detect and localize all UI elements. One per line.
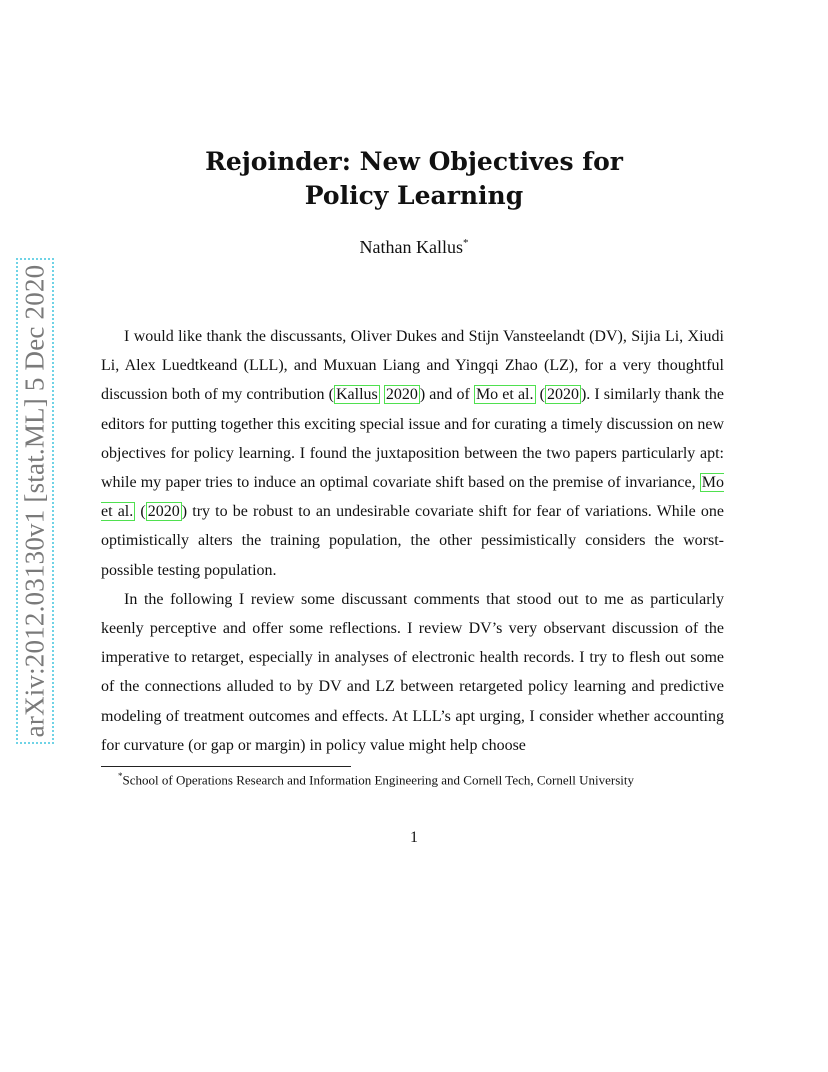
title-line-1: Rejoinder: New Objectives for: [205, 147, 623, 176]
arxiv-identifier-stamp: [16, 258, 54, 744]
footnote-divider: [101, 766, 351, 767]
footnote-text: School of Operations Research and Information Engineering and Cornell Tech, Cornell University: [122, 772, 634, 788]
paragraph-1: [101, 322, 724, 585]
citation-kallus-author[interactable]: Kallus: [335, 386, 378, 404]
citation-mo-year-2[interactable]: 2020: [147, 503, 180, 521]
page-number: 1: [410, 829, 418, 846]
footnote: [118, 771, 728, 788]
author-name: Nathan Kallus: [359, 237, 463, 257]
arxiv-identifier: arXiv:2012.03130v1 [stat.ML] 5 Dec 2020: [19, 264, 50, 738]
paragraph-1-text-6: (: [135, 503, 146, 521]
author-block: [0, 237, 828, 258]
footnote-marker: *: [118, 771, 123, 781]
title-line-2: Policy Learning: [304, 181, 524, 210]
paragraph-1-text-5: ). I similarly thank the editors for putting together this exciting special issue and for curating a timely discussion on new objectives for policy learning. I found the juxtaposition between the two papers particularly apt: while my paper tries to induce an optimal covariate shift based on the premise of invariance,: [101, 386, 724, 492]
paragraph-1-text-1: I would like thank the discussants, Oliver Dukes and Stijn Vansteelandt (DV), Sijia Li, Xiudi Li, Alex Luedtkeand (LLL), and Muxuan Liang and Yingqi Zhao (LZ), for a very thoughtful discussion both of my contribution (: [101, 328, 724, 404]
paragraph-1-text-3: ) and of: [419, 386, 474, 404]
paper-title: [0, 145, 828, 213]
citation-kallus-year[interactable]: 2020: [385, 386, 418, 404]
citation-mo-author[interactable]: Mo et al.: [475, 386, 534, 404]
citation-mo-author-2[interactable]: Mo et al.: [101, 474, 724, 521]
paragraph-2: In the following I review some discussant comments that stood out to me as particularly keenly perceptive and offer some reflections. I review DV’s very observant discussion of the imperative to retarget, especially in analyses of electronic health records. I try to flesh out some of the connections alluded to by DV and LZ between retargeted policy learning and predictive modeling of treatment outcomes and effects. At LLL’s apt urging, I consider whether accounting for curvature (or gap or margin) in policy value might help choose: [101, 590, 724, 754]
author-footnote-marker: *: [462, 237, 469, 249]
body-text: [101, 322, 724, 760]
paragraph-1-text-7: ) try to be robust to an undesirable covariate shift for fear of variations. While one optimistically alters the training population, the other pessimistically considers the worst-possible testing population.: [101, 503, 725, 579]
citation-mo-year[interactable]: 2020: [546, 386, 579, 404]
paragraph-1-text-4: (: [535, 386, 545, 404]
